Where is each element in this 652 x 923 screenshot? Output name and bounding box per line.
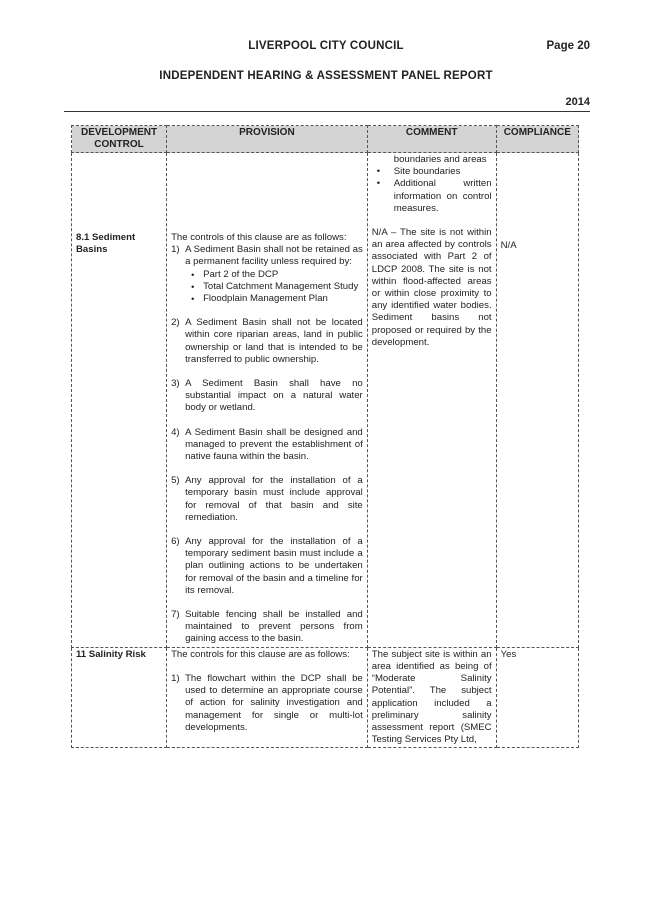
compliance-cell <box>496 647 578 748</box>
continued-comment-lead: boundaries and areas <box>393 154 487 165</box>
column-header-provision: PROVISION <box>167 126 368 153</box>
control-name: 8.1 Sediment Basins <box>76 232 136 256</box>
table-row <box>72 153 579 648</box>
sub-list <box>185 269 363 306</box>
provision-intro: The controls for this clause are as follows: <box>171 648 350 660</box>
list-item: • Site boundaries <box>372 166 492 178</box>
compliance-value: N/A <box>500 240 517 251</box>
report-title: INDEPENDENT HEARING & ASSESSMENT PANEL REPORT <box>159 70 493 82</box>
assessment-table <box>71 125 579 748</box>
list-item: 2) A Sediment Basin shall not be located within core riparian areas, land in public ownership or land that is intended to be transferred to public ownership. <box>171 317 363 365</box>
list-item: 6) Any approval for the installation of a temporary sediment basin must include a plan outlining actions to be undertaken for removal of the basin and a timeline for its removal. <box>171 536 363 596</box>
provision-list <box>171 244 363 645</box>
comment-text: N/A – The site is not within an area affected by controls associated with Part 2 of LDCP 2008. The site is not within flood-affected areas or within close proximity to any identified water bodies. Sediment basins not proposed or required by the development. <box>371 227 492 348</box>
report-year: 2014 <box>565 96 590 108</box>
control-cell <box>72 153 167 648</box>
control-cell <box>72 647 167 748</box>
compliance-value: Yes <box>500 648 517 660</box>
list-item: 1) A Sediment Basin shall not be retained as a permanent facility unless required by: • Part 2 of the DCP • Total Catchment Management Study • Floodplain Management Plan <box>171 244 363 305</box>
column-header-comment: COMMENT <box>367 126 496 153</box>
comment-cell <box>367 647 496 748</box>
continued-comment-list <box>372 166 492 215</box>
column-header-compliance: COMPLIANCE <box>496 126 578 153</box>
provision-list <box>171 673 363 734</box>
provision-intro: The controls of this clause are as follows: <box>171 232 347 243</box>
list-item: 7) Suitable fencing shall be installed and maintained to prevent persons from gaining access to the basin. <box>171 609 363 645</box>
provision-cell <box>167 153 368 648</box>
list-item: • Floodplain Management Plan <box>185 293 363 305</box>
council-name: LIVERPOOL CITY COUNCIL <box>248 40 404 52</box>
table-row <box>72 647 579 748</box>
list-item: • Part 2 of the DCP <box>185 269 363 281</box>
compliance-cell <box>496 153 578 648</box>
column-header-control: DEVELOPMENT CONTROL <box>72 126 167 153</box>
list-item: • Additional written information on control measures. <box>372 178 492 215</box>
control-name: 11 Salinity Risk <box>76 648 146 660</box>
comment-text: The subject site is within an area identified as being of “Moderate Salinity Potential”. The subject application included a preliminary salinity assessment report (SMEC Testing Services Pty Ltd, <box>371 648 492 746</box>
page-number: Page 20 <box>546 40 590 52</box>
comment-cell <box>367 153 496 648</box>
header-divider <box>64 111 590 112</box>
list-item: 1) The flowchart within the DCP shall be used to determine an appropriate course of action for salinity investigation and management for single or multi-lot developments. <box>171 672 363 733</box>
list-item: 4) A Sediment Basin shall be designed and managed to prevent the establishment of native fauna within the basin. <box>171 426 363 463</box>
table-header-row <box>72 126 579 153</box>
list-item: • Total Catchment Management Study <box>185 281 363 293</box>
list-item: 3) A Sediment Basin shall have no substantial impact on a natural water body or wetland. <box>171 378 363 414</box>
provision-cell <box>167 647 368 748</box>
list-item: 5) Any approval for the installation of a temporary basin must include approval for removal of that basin and site remediation. <box>171 475 363 523</box>
